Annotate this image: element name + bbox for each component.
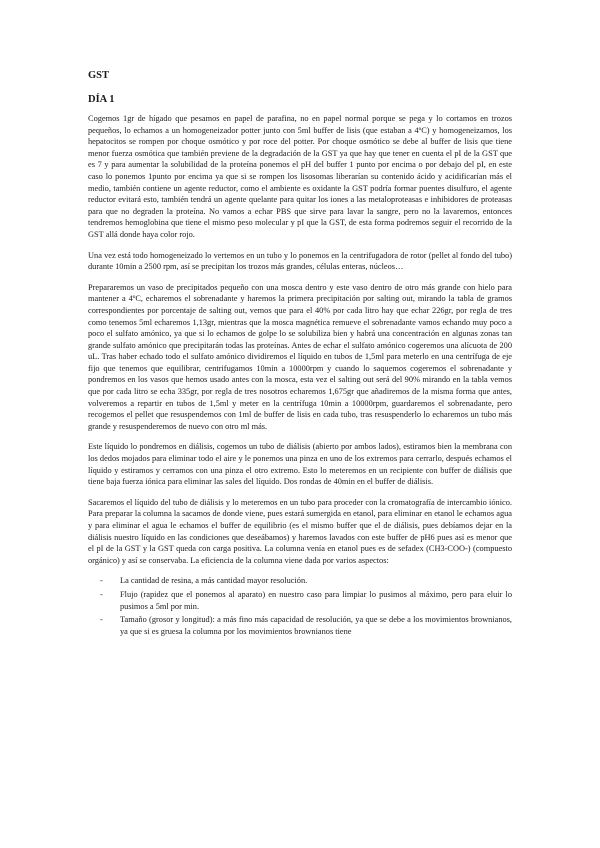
list-item-text: Tamaño (grosor y longitud): a más fino más capacidad de resolución, ya que se debe a los movimientos brownianos, ya que si es gruesa la columna por los movimientos brownianos tiene <box>120 615 512 636</box>
paragraph-homogenization: Cogemos 1gr de hígado que pesamos en papel de parafina, no en papel normal porque se pega y lo cortamos en trozos pequeños, lo echamos a un homogeneizador potter junto con 5ml buffer de lisis (que estaban a 4ºC) y homogeneizamos, los hepatocitos se rompen por choque osmótico y por roce del potter. Por choque osmótico se debe al buffer de lisis que tiene menor fuerza osmótica que también previene de la degradación de la GST ya que hay que tener en cuenta el pI de la GST que es 7 y para aumentar la solubilidad de la proteína ponemos el pH del buffer 1 punto por encima o por debajo del pI, en este caso lo ponemos 1punto por encima ya que si se rompen los lisosomas liberarían su contenido ácido y acidificarían más el medio, también contiene un agente reductor, como el ambiente es oxidante la GST podría formar puentes disulfuro, el agente reductor evitará esto, también tendrá un agente quelante para quitar los iones a las metaloproteasas e inhibidores de proteasas para que no degraden la proteína. No vamos a echar PBS que sirve para lavar la sangre, pero no la lavaremos, entonces tendremos hemoglobina que tiene el mismo peso molecular y pI que la GST, de esta forma podremos seguir el recorrido de la GST allá donde haya color rojo. <box>88 114 512 239</box>
day-heading: DÍA 1 <box>88 94 115 105</box>
list-item <box>100 589 512 612</box>
paragraph-dialysis: Este líquido lo pondremos en diálisis, cogemos un tubo de diálisis (abierto por ambos lados), estiramos bien la membrana con los dedos mojados para eliminar todo el aire y le ponemos una pinza en uno de los extremos para cerrarlo, después echamos el líquido y estiramos y cerramos con una pinza el otro extremo. Esto lo meteremos en un recipiente con buffer de diálisis que tiene baja fuerza iónica para eliminar las sales del líquido. Dos rondas de 40min en el buffer de diálisis. <box>88 442 512 487</box>
document-title: GST <box>88 70 110 81</box>
list-marker: - <box>100 615 103 625</box>
list-marker: - <box>100 589 103 599</box>
paragraph-salting-out: Prepararemos un vaso de precipitados pequeño con una mosca dentro y este vaso dentro de otro más grande con hielo para mantener a 4ºC, echaremos el sobrenadante y haremos la primera precipitación por salting out, mirando la tabla de gramos correspondientes por porcentaje de salting out, vemos que para el 40% por cada litro hay que echar 226gr, por regla de tres como tenemos 5ml echaremos 1,13gr, mientras que la mosca magnética remueve el sobrenadante vamos echando muy poco a poco el sulfato amónico, ya que si lo echamos de golpe lo se solubiliza bien y habrá una concentración en algunas zonas tan grande sulfato amónico que precipitarán todas las proteínas. Antes de echar el sulfato amónico cogeremos una alícuota de 200 uL. Tras haber echado todo el sulfato amónico dividiremos el líquido en tubos de 1,5ml para meterlo en una centrífuga de eje fijo que tenemos que equilibrar, centrifugamos 10min a 10000rpm y cuando lo saquemos cogeremos el sobrenadante y pondremos en los vasos que hemos usado antes con la mosca, esta vez el salting out será del 90% mirando en la tabla vemos que por cada litro se echa 335gr, por regla de tres nosotros echaremos 1,675gr que añadiremos de la misma forma que antes, volveremos a repartir en tubos de 1,5ml y meter en la centrífuga 10min a 10000rpm, guardaremos el sobrenadante, pero recogemos el pellet que resuspendemos con 1ml de buffer de lisis en cada tubo, tras resuspenderlo lo echaremos un tubo más grande y resuspenderemos de nuevo con otro ml más. <box>88 282 512 431</box>
list-marker: - <box>100 576 103 586</box>
column-aspects-list <box>88 575 512 637</box>
paragraph-ion-exchange: Sacaremos el líquido del tubo de diálisis y lo meteremos en un tubo para proceder con la cromatografía de intercambio iónico. Para preparar la columna la sacamos de donde viene, pues estará sumergida en etanol, para eliminar en etanol le echamos agua y para eliminar el agua le echamos el buffer de equilibrio (es el mismo buffer que el de diálisis, pues debíamos dejar en la diálisis nuestro líquido en las condiciones que deseábamos) y haremos lavados con este buffer de pH6 pues así es menor que el pI de la GST y la GST queda con carga positiva. La columna venía en etanol pues es de sefadex (CH3-COO-) (compuesto orgánico) y así se conservaba. La eficiencia de la columna viene dada por varios aspectos: <box>88 497 512 565</box>
list-item <box>100 575 512 587</box>
paragraph-centrifugation: Una vez está todo homogeneizado lo vertemos en un tubo y lo ponemos en la centrifugadora de rotor (pellet al fondo del tubo) durante 10min a 2500 rpm, así se precipitan los trozos más grandes, células enteras, núcleos… <box>88 250 512 272</box>
list-item <box>100 614 512 637</box>
list-item-text: Flujo (rapidez que el ponemos al aparato) en nuestro caso para limpiar lo pusimos al máximo, pero para eluir lo pusimos a 5ml por min. <box>120 589 512 611</box>
list-item-text: La cantidad de resina, a más cantidad mayor resolución. <box>120 576 308 586</box>
